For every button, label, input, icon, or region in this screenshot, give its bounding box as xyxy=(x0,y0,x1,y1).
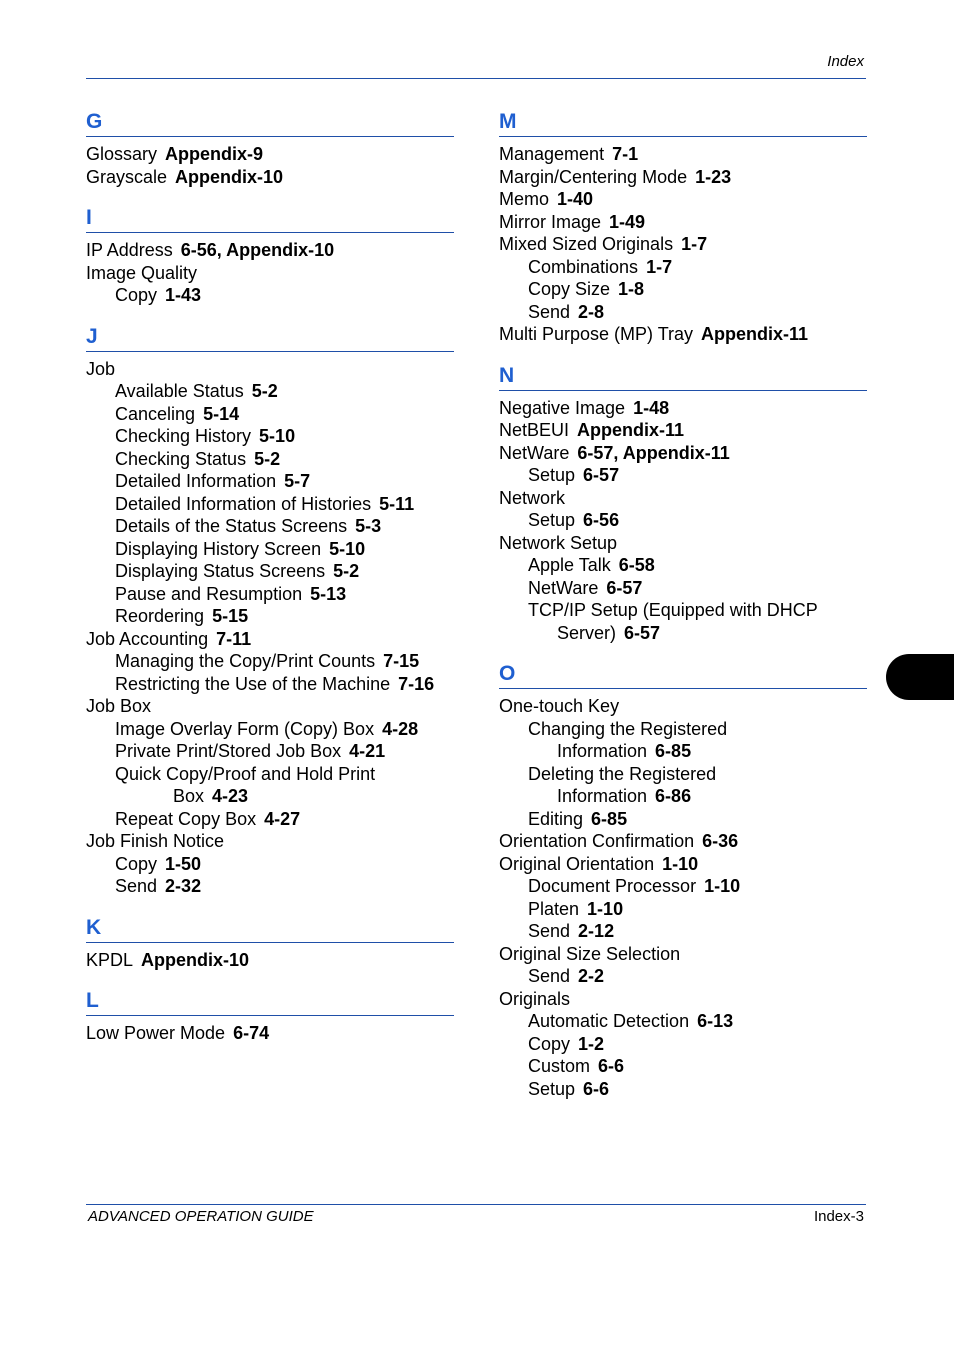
entry-term: Network xyxy=(499,487,566,508)
index-entry xyxy=(86,673,454,696)
index-section-o xyxy=(499,660,867,1100)
section-rule xyxy=(499,390,867,391)
index-section-k xyxy=(86,914,454,972)
index-entry xyxy=(499,785,867,808)
index-entry xyxy=(499,256,867,279)
entry-term: Quick Copy/Proof and Hold Print xyxy=(115,763,376,784)
entry-term: Copy xyxy=(528,1033,571,1054)
entry-term: Reordering xyxy=(115,606,205,626)
index-entry xyxy=(499,166,867,189)
entry-page-ref[interactable]: Appendix-11 xyxy=(701,324,809,344)
entry-page-ref[interactable]: 1-49 xyxy=(609,211,646,232)
entry-term: KPDL xyxy=(86,949,134,970)
footer-guide-title: ADVANCED OPERATION GUIDE xyxy=(88,1208,314,1225)
index-entry xyxy=(86,628,454,651)
entry-page-ref[interactable]: 6-56, Appendix-10 xyxy=(180,240,335,260)
section-rule xyxy=(86,351,454,352)
index-entry xyxy=(499,442,867,465)
entry-page-ref[interactable]: 1-7 xyxy=(646,256,673,277)
section-letter: K xyxy=(86,915,102,939)
index-column-right xyxy=(499,108,867,1116)
entry-page-ref[interactable]: 4-27 xyxy=(264,808,301,829)
index-entry xyxy=(86,605,454,628)
index-entry xyxy=(86,239,454,262)
index-entry xyxy=(86,262,454,285)
section-letter: O xyxy=(499,662,516,685)
index-entry xyxy=(499,763,867,786)
index-entry xyxy=(499,1010,867,1033)
entry-page-ref[interactable]: 2-8 xyxy=(578,301,605,322)
index-entry xyxy=(499,419,867,442)
entry-term: Low Power Mode xyxy=(86,1023,226,1043)
entry-term: Checking History xyxy=(115,426,252,446)
index-entry xyxy=(86,1022,454,1045)
entry-term: Glossary xyxy=(86,144,158,164)
entry-page-ref[interactable]: 7-11 xyxy=(216,628,252,649)
index-entry xyxy=(499,509,867,532)
entry-page-ref[interactable]: Appendix-10 xyxy=(141,949,250,970)
entry-term: TCP/IP Setup (Equipped with DHCP xyxy=(528,600,818,620)
entry-term: Original Size Selection xyxy=(499,943,681,964)
entry-term: Canceling xyxy=(115,403,196,424)
section-letter: G xyxy=(86,110,103,133)
index-entry xyxy=(499,577,867,600)
index-entry xyxy=(499,808,867,831)
entry-page-ref[interactable]: 4-28 xyxy=(382,718,419,739)
entry-page-ref[interactable]: 6-36 xyxy=(702,831,739,851)
entry-term: NetWare xyxy=(528,577,599,598)
entry-page-ref[interactable]: 5-11 xyxy=(379,493,415,514)
section-rule xyxy=(86,232,454,233)
index-entry xyxy=(499,301,867,324)
entry-page-ref[interactable]: 6-57 xyxy=(606,577,643,598)
index-entry xyxy=(499,965,867,988)
index-entry xyxy=(499,143,867,166)
entry-page-ref[interactable]: 6-86 xyxy=(655,786,692,806)
entry-term: Image Overlay Form (Copy) Box xyxy=(115,718,375,739)
index-entry xyxy=(499,278,867,301)
entry-page-ref[interactable]: Appendix-11 xyxy=(577,420,685,440)
index-entry xyxy=(499,323,867,346)
index-entry xyxy=(499,233,867,256)
section-letter: I xyxy=(86,206,92,229)
entry-term: One-touch Key xyxy=(499,696,620,716)
index-entry xyxy=(86,949,454,972)
entry-term: Mirror Image xyxy=(499,211,602,232)
entry-term: Negative Image xyxy=(499,397,626,418)
entry-page-ref[interactable]: 6-57 xyxy=(624,622,661,643)
entry-term: Repeat Copy Box xyxy=(115,808,257,829)
footer-rule xyxy=(86,1204,866,1205)
index-entry xyxy=(86,718,454,741)
entry-page-ref[interactable]: 6-57 xyxy=(583,465,620,485)
index-entry xyxy=(86,538,454,561)
entry-term: NetBEUI xyxy=(499,420,570,440)
entry-page-ref[interactable]: 6-85 xyxy=(655,741,692,761)
index-section-m xyxy=(499,108,867,346)
entry-term: IP Address xyxy=(86,240,173,260)
entry-page-ref[interactable]: 1-10 xyxy=(587,898,624,919)
entry-term: Available Status xyxy=(115,381,244,401)
entry-page-ref[interactable]: 1-2 xyxy=(578,1033,605,1054)
index-section-g xyxy=(86,108,454,188)
entry-term: Network Setup xyxy=(499,532,618,553)
entry-page-ref[interactable]: 6-58 xyxy=(618,555,655,575)
entry-term: Displaying History Screen xyxy=(115,538,322,559)
index-entry xyxy=(86,740,454,763)
index-entry xyxy=(499,740,867,763)
index-section-i xyxy=(86,204,454,307)
index-entry xyxy=(499,1033,867,1056)
index-entry xyxy=(499,188,867,211)
entry-page-ref[interactable]: 1-23 xyxy=(695,166,732,187)
footer-page-number: Index-3 xyxy=(813,1208,864,1225)
entry-term: Management xyxy=(499,144,605,164)
entry-page-ref[interactable]: 4-21 xyxy=(349,741,386,761)
entry-term: Detailed Information xyxy=(115,471,277,491)
chapter-tab xyxy=(886,654,954,700)
entry-term: Box xyxy=(173,786,205,806)
index-entry xyxy=(499,599,867,622)
entry-page-ref[interactable]: 1-50 xyxy=(165,853,202,874)
index-entry xyxy=(86,493,454,516)
entry-term: Job xyxy=(86,358,116,379)
entry-term: Document Processor xyxy=(528,876,697,896)
entry-term: Job Box xyxy=(86,696,152,716)
index-entry xyxy=(86,785,454,808)
index-section-n xyxy=(499,362,867,645)
entry-term: Setup xyxy=(528,1078,576,1099)
index-entry xyxy=(499,695,867,718)
entry-page-ref[interactable]: Appendix-9 xyxy=(165,144,264,164)
entry-term: Orientation Confirmation xyxy=(499,831,695,851)
index-entry xyxy=(86,583,454,606)
entry-term: Copy xyxy=(115,285,158,305)
entry-term: Grayscale xyxy=(86,166,168,187)
entry-term: Send xyxy=(528,966,571,986)
entry-page-ref[interactable]: 1-7 xyxy=(681,234,708,254)
entry-page-ref[interactable]: 1-40 xyxy=(557,189,594,209)
index-entry xyxy=(499,487,867,510)
entry-page-ref[interactable]: 6-57, Appendix-11 xyxy=(577,442,730,463)
index-entry xyxy=(86,560,454,583)
index-entry xyxy=(499,875,867,898)
index-entry xyxy=(499,1078,867,1101)
index-entry xyxy=(86,358,454,381)
index-entry xyxy=(86,695,454,718)
index-entry xyxy=(86,875,454,898)
section-letter: N xyxy=(499,363,515,387)
index-section-j xyxy=(86,323,454,898)
entry-page-ref[interactable]: 5-15 xyxy=(212,606,249,626)
entry-page-ref[interactable]: 2-32 xyxy=(165,876,202,896)
index-entry xyxy=(499,898,867,921)
entry-page-ref[interactable]: 5-3 xyxy=(355,516,382,536)
index-entry xyxy=(499,397,867,420)
section-rule xyxy=(499,688,867,689)
index-entry xyxy=(499,1055,867,1078)
entry-term: Restricting the Use of the Machine xyxy=(115,673,391,694)
header-rule xyxy=(86,78,866,79)
entry-page-ref[interactable]: 6-13 xyxy=(697,1011,734,1031)
entry-term: Detailed Information of Histories xyxy=(115,493,372,514)
entry-page-ref[interactable]: 5-10 xyxy=(259,426,296,446)
index-entry xyxy=(86,470,454,493)
entry-term: Image Quality xyxy=(86,262,198,283)
index-entry xyxy=(499,943,867,966)
entry-term: Information xyxy=(557,786,648,806)
entry-term: Editing xyxy=(528,808,584,829)
index-entry xyxy=(86,166,454,189)
entry-term: Platen xyxy=(528,898,580,919)
index-entry xyxy=(499,622,867,645)
entry-term: Automatic Detection xyxy=(528,1011,690,1031)
entry-term: Information xyxy=(557,741,648,761)
entry-term: Server) xyxy=(557,622,617,643)
entry-term: Changing the Registered xyxy=(528,718,728,739)
entry-page-ref[interactable]: 5-2 xyxy=(251,381,278,401)
entry-term: Setup xyxy=(528,510,576,530)
entry-page-ref[interactable]: 1-10 xyxy=(662,853,699,874)
entry-term: Checking Status xyxy=(115,448,247,469)
entry-page-ref[interactable]: 6-6 xyxy=(583,1078,610,1099)
entry-term: Deleting the Registered xyxy=(528,763,717,784)
index-entry xyxy=(86,853,454,876)
index-column-left xyxy=(86,108,454,1061)
index-entry xyxy=(86,830,454,853)
index-entry xyxy=(86,425,454,448)
entry-page-ref[interactable]: 5-10 xyxy=(329,538,366,559)
entry-term: Details of the Status Screens xyxy=(115,516,348,536)
entry-page-ref[interactable]: 1-10 xyxy=(704,876,741,896)
entry-page-ref[interactable]: 6-6 xyxy=(598,1056,625,1076)
section-rule xyxy=(86,136,454,137)
index-entry xyxy=(86,808,454,831)
index-entry xyxy=(499,718,867,741)
entry-term: Send xyxy=(528,301,571,322)
entry-page-ref[interactable]: 6-85 xyxy=(591,808,628,829)
entry-page-ref[interactable]: 1-8 xyxy=(618,279,645,299)
entry-page-ref[interactable]: 1-43 xyxy=(165,285,202,305)
entry-page-ref[interactable]: 6-74 xyxy=(233,1023,270,1043)
entry-term: Send xyxy=(528,921,571,941)
index-entry xyxy=(86,380,454,403)
section-rule xyxy=(86,942,454,943)
index-entry xyxy=(499,920,867,943)
section-rule xyxy=(86,1015,454,1016)
index-entry xyxy=(499,554,867,577)
index-entry xyxy=(86,763,454,786)
entry-term: Job Accounting xyxy=(86,628,209,649)
entry-page-ref[interactable]: 2-2 xyxy=(578,966,605,986)
index-entry xyxy=(499,830,867,853)
index-entry xyxy=(499,211,867,234)
index-entry xyxy=(86,515,454,538)
entry-term: Managing the Copy/Print Counts xyxy=(115,651,376,671)
index-entry xyxy=(86,448,454,471)
entry-page-ref[interactable]: 2-12 xyxy=(578,921,615,941)
index-section-l xyxy=(86,987,454,1045)
section-letter: J xyxy=(86,324,98,348)
entry-term: Original Orientation xyxy=(499,853,655,874)
entry-term: Job Finish Notice xyxy=(86,831,225,851)
index-entry xyxy=(86,403,454,426)
entry-page-ref[interactable]: 6-56 xyxy=(583,510,620,530)
entry-term: Multi Purpose (MP) Tray xyxy=(499,324,694,344)
entry-page-ref[interactable]: 4-23 xyxy=(212,786,249,806)
index-entry xyxy=(499,532,867,555)
entry-term: Private Print/Stored Job Box xyxy=(115,741,342,761)
entry-term: Setup xyxy=(528,465,576,485)
entry-term: NetWare xyxy=(499,442,570,463)
entry-term: Combinations xyxy=(528,256,639,277)
section-letter: L xyxy=(86,989,99,1012)
entry-page-ref[interactable]: 7-1 xyxy=(612,144,639,164)
entry-term: Pause and Resumption xyxy=(115,583,303,604)
section-letter: M xyxy=(499,110,517,133)
entry-page-ref[interactable]: 7-16 xyxy=(398,673,435,694)
entry-page-ref[interactable]: 7-15 xyxy=(383,651,420,671)
entry-term: Memo xyxy=(499,189,550,209)
index-entry xyxy=(86,650,454,673)
entry-term: Copy Size xyxy=(528,279,611,299)
running-header: Index xyxy=(827,53,864,70)
index-entry xyxy=(499,853,867,876)
section-rule xyxy=(499,136,867,137)
entry-page-ref[interactable]: Appendix-10 xyxy=(175,166,284,187)
entry-term: Custom xyxy=(528,1056,591,1076)
entry-term: Apple Talk xyxy=(528,555,611,575)
entry-page-ref[interactable]: 5-2 xyxy=(333,561,360,581)
entry-page-ref[interactable]: 5-7 xyxy=(284,471,311,491)
entry-term: Mixed Sized Originals xyxy=(499,234,674,254)
index-entry xyxy=(499,464,867,487)
entry-term: Margin/Centering Mode xyxy=(499,166,688,187)
entry-page-ref[interactable]: 5-13 xyxy=(310,583,347,604)
index-entry xyxy=(86,284,454,307)
index-entry xyxy=(499,988,867,1011)
index-entry xyxy=(86,143,454,166)
entry-term: Send xyxy=(115,876,158,896)
entry-page-ref[interactable]: 5-14 xyxy=(203,403,240,424)
entry-term: Originals xyxy=(499,988,571,1009)
entry-term: Copy xyxy=(115,853,158,874)
entry-page-ref[interactable]: 5-2 xyxy=(254,448,281,469)
entry-term: Displaying Status Screens xyxy=(115,561,326,581)
entry-page-ref[interactable]: 1-48 xyxy=(633,397,670,418)
